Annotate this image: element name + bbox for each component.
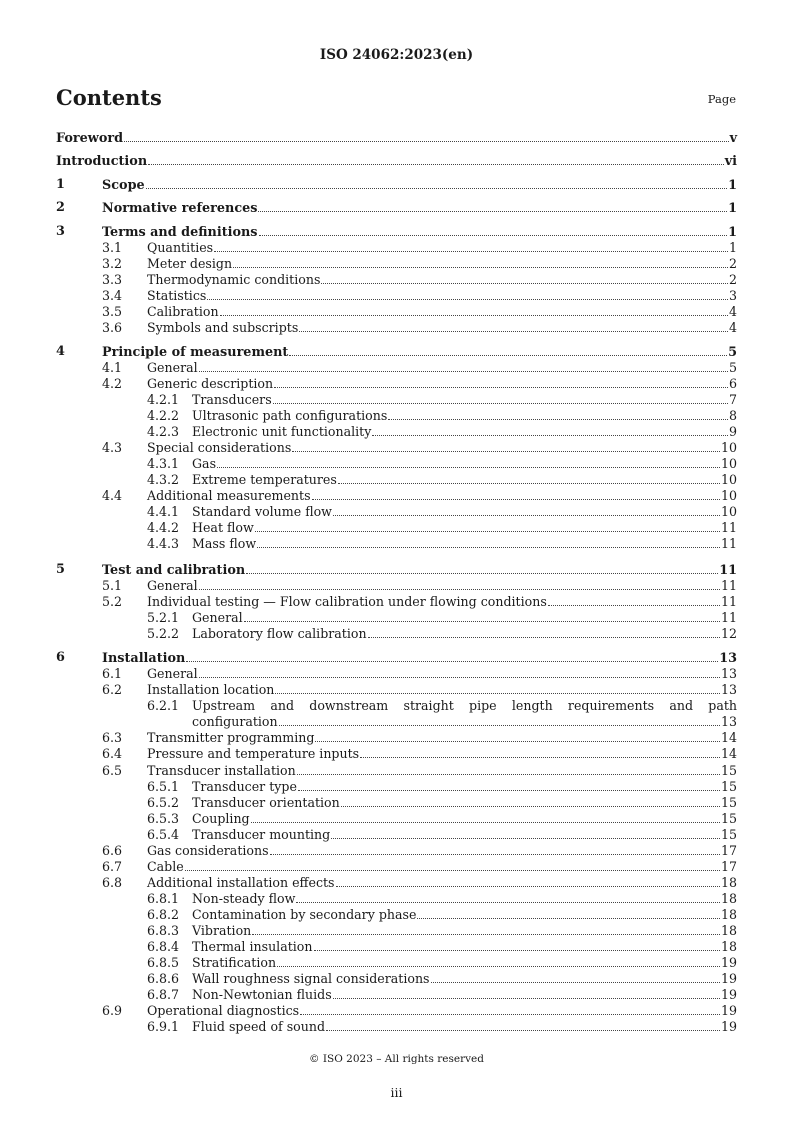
toc-entry-number: 6.8.3	[147, 923, 180, 938]
toc-entry-title: Additional measurements	[147, 488, 311, 503]
toc-entry-number: 6.8.6	[147, 971, 180, 986]
toc-entry-title: Mass flow	[192, 536, 257, 551]
toc-entry-page: 10	[720, 472, 737, 487]
toc-entry-number: 4.2.1	[147, 392, 180, 407]
toc-entry-title: Additional installation effects	[147, 875, 335, 890]
toc-entry[interactable]	[0, 488, 793, 504]
toc-entry-title: Operational diagnostics	[147, 1003, 300, 1018]
leader-dots	[289, 344, 727, 356]
toc-entry[interactable]	[0, 859, 793, 875]
toc-entry-title: Normative references	[102, 201, 258, 216]
toc-entry-number: 6.2.1	[147, 698, 180, 713]
toc-entry-number: 6.2	[102, 682, 123, 697]
toc-entry[interactable]	[0, 408, 793, 424]
toc-entry-title: Electronic unit functionality	[192, 424, 372, 439]
document-header: ISO 24062:2023(en)	[319, 47, 474, 63]
leader-dots	[217, 456, 720, 468]
toc-entry-number: 1	[56, 177, 65, 192]
leader-dots	[214, 240, 728, 252]
toc-entry-number: 3.3	[102, 272, 123, 287]
toc-entry-page: 2	[728, 256, 737, 271]
toc-entry-title: General	[147, 666, 198, 681]
toc-entry-title: Calibration	[147, 304, 219, 319]
leader-dots	[275, 682, 720, 694]
toc-entry-title: Introduction	[56, 154, 148, 169]
toc-entry-title: Heat flow	[192, 520, 254, 535]
leader-dots	[270, 843, 720, 855]
toc-entry[interactable]	[0, 594, 793, 610]
leader-dots	[185, 859, 720, 871]
toc-entry-title: Gas considerations	[147, 843, 269, 858]
toc-entry[interactable]	[0, 907, 793, 923]
leader-dots	[274, 376, 728, 388]
toc-entry[interactable]	[0, 272, 793, 288]
toc-entry[interactable]	[0, 153, 793, 169]
toc-entry-number: 6.9	[102, 1003, 123, 1018]
toc-entry-number: 4.2.3	[147, 424, 180, 439]
toc-entry-number: 4.3	[102, 440, 123, 455]
toc-entry-title: Gas	[192, 456, 217, 471]
toc-entry[interactable]	[0, 440, 793, 456]
toc-entry-page: 1	[728, 225, 737, 240]
toc-entry[interactable]	[0, 392, 793, 408]
toc-entry-number: 3	[56, 224, 65, 239]
toc-entry[interactable]	[0, 1019, 793, 1035]
toc-entry-number: 6.1	[102, 666, 123, 681]
toc-entry-page: 17	[720, 859, 737, 874]
toc-entry-page: 11	[720, 578, 737, 593]
page-column-label: Page	[707, 92, 736, 106]
toc-entry[interactable]	[0, 578, 793, 594]
toc-entry-number: 5.2.2	[147, 626, 180, 641]
toc-entry-number: 6.5.1	[147, 779, 180, 794]
toc-entry-title: Wall roughness signal considerations	[192, 971, 430, 986]
toc-entry[interactable]	[0, 320, 793, 336]
toc-entry-page: 15	[720, 811, 737, 826]
toc-entry-page: 14	[720, 730, 737, 745]
toc-entry-title: Cable	[147, 859, 184, 874]
toc-entry-page: 18	[720, 939, 737, 954]
leader-dots	[336, 875, 720, 887]
leader-dots	[299, 320, 728, 332]
leader-dots	[292, 440, 720, 452]
toc-entry-title: Stratification	[192, 955, 277, 970]
leader-dots	[341, 795, 720, 807]
leader-dots	[360, 746, 720, 758]
leader-dots	[338, 472, 720, 484]
toc-entry-number: 4.2.2	[147, 408, 180, 423]
toc-entry[interactable]	[0, 795, 793, 811]
leader-dots	[372, 424, 728, 436]
toc-entry-number: 6.5.4	[147, 827, 180, 842]
toc-entry[interactable]	[0, 811, 793, 827]
toc-entry-number: 4.1	[102, 360, 123, 375]
toc-entry-title: Vibration	[192, 923, 252, 938]
toc-entry-page: 13	[720, 666, 737, 681]
toc-entry-page: 10	[720, 488, 737, 503]
leader-dots	[199, 578, 720, 590]
toc-entry-title: Quantities	[147, 240, 214, 255]
toc-entry[interactable]	[0, 536, 793, 552]
toc-entry[interactable]	[0, 955, 793, 971]
toc-entry-number: 3.1	[102, 240, 123, 255]
leader-dots	[259, 224, 728, 236]
toc-entry[interactable]	[0, 875, 793, 891]
toc-entry[interactable]	[0, 730, 793, 746]
toc-entry-number: 4.4.2	[147, 520, 180, 535]
toc-entry[interactable]	[0, 344, 793, 360]
toc-entry-title: Transmitter programming	[147, 730, 315, 745]
toc-entry-number: 6.7	[102, 859, 123, 874]
toc-entry-page: 15	[720, 795, 737, 810]
copyright-notice: © ISO 2023 – All rights reserved	[309, 1053, 484, 1065]
toc-entry-page: 9	[728, 424, 737, 439]
toc-entry[interactable]	[0, 923, 793, 939]
toc-entry[interactable]	[0, 224, 793, 240]
leader-dots	[431, 971, 720, 983]
leader-dots	[252, 923, 720, 935]
toc-entry[interactable]	[0, 939, 793, 955]
toc-entry-title: Laboratory flow calibration	[192, 626, 367, 641]
toc-entry[interactable]	[0, 891, 793, 907]
leader-dots	[244, 610, 720, 622]
toc-entry-page: 10	[720, 456, 737, 471]
toc-entry-page: v	[729, 131, 737, 146]
toc-entry-page: 15	[720, 827, 737, 842]
leader-dots	[312, 488, 720, 500]
toc-entry-page: vi	[724, 154, 737, 169]
toc-entry-title: Non-steady flow	[192, 891, 296, 906]
toc-entry[interactable]	[0, 987, 793, 1003]
leader-dots	[220, 304, 728, 316]
toc-entry-title: Coupling	[192, 811, 250, 826]
toc-entry-page: 18	[720, 907, 737, 922]
toc-entry-page: 8	[728, 408, 737, 423]
toc-entry-page: 17	[720, 843, 737, 858]
toc-entry-page: 19	[720, 987, 737, 1002]
toc-entry-title: Installation	[102, 651, 186, 666]
toc-entry[interactable]	[0, 682, 793, 698]
leader-dots	[207, 288, 728, 300]
toc-entry[interactable]	[0, 971, 793, 987]
leader-dots	[321, 272, 728, 284]
toc-entry-title: Symbols and subscripts	[147, 320, 299, 335]
toc-entry-title-continued: configuration	[192, 714, 278, 729]
toc-entry-number: 5.2	[102, 594, 123, 609]
leader-dots	[273, 392, 728, 404]
toc-entry-number: 3.5	[102, 304, 123, 319]
toc-entry-title: Fluid speed of sound	[192, 1019, 326, 1034]
toc-entry[interactable]	[0, 610, 793, 626]
toc-entry[interactable]	[0, 666, 793, 682]
toc-entry-page: 14	[720, 746, 737, 761]
toc-entry-number: 5	[56, 562, 65, 577]
toc-entry-number: 5.1	[102, 578, 123, 593]
toc-entry-title: Non-Newtonian fluids	[192, 987, 332, 1002]
toc-entry-title: Scope	[102, 178, 145, 193]
leader-dots	[146, 177, 727, 189]
toc-entry-number: 6.8.1	[147, 891, 180, 906]
toc-entry-title: Meter design	[147, 256, 233, 271]
toc-entry-number: 6.4	[102, 746, 123, 761]
toc-entry-page: 11	[720, 594, 737, 609]
toc-entry-number: 6.5	[102, 763, 123, 778]
leader-dots	[297, 763, 720, 775]
toc-entry[interactable]	[0, 376, 793, 392]
toc-entry-number: 6.3	[102, 730, 123, 745]
toc-entry-title: Transducers	[192, 392, 272, 407]
leader-dots	[258, 200, 727, 212]
toc-entry[interactable]	[0, 746, 793, 762]
toc-entry-page: 4	[728, 304, 737, 319]
toc-entry[interactable]	[0, 472, 793, 488]
toc-entry-title: Thermodynamic conditions	[147, 272, 321, 287]
toc-entry-continuation[interactable]	[0, 714, 793, 730]
toc-entry-page: 19	[720, 1019, 737, 1034]
toc-entry[interactable]	[0, 240, 793, 256]
toc-entry-title: Standard volume flow	[192, 504, 332, 519]
toc-entry-page: 13	[719, 651, 737, 666]
toc-entry[interactable]	[0, 304, 793, 320]
toc-entry-number: 6.5.3	[147, 811, 180, 826]
toc-entry-number: 3.6	[102, 320, 123, 335]
toc-entry-page: 1	[728, 178, 737, 193]
toc-entry-number: 3.2	[102, 256, 123, 271]
toc-entry[interactable]	[0, 562, 793, 578]
toc-entry-title: Special considerations	[147, 440, 292, 455]
toc-entry-title: Principle of measurement	[102, 345, 289, 360]
toc-entry-title: General	[147, 578, 198, 593]
toc-entry-title: Transducer type	[192, 779, 297, 794]
leader-dots	[148, 153, 724, 165]
leader-dots	[298, 779, 720, 791]
toc-entry-title: Terms and definitions	[102, 225, 258, 240]
toc-entry[interactable]	[0, 177, 793, 193]
toc-entry-page: 13	[720, 682, 737, 697]
toc-entry-title: Contamination by secondary phase	[192, 907, 417, 922]
toc-entry-page: 2	[728, 272, 737, 287]
leader-dots	[124, 130, 729, 142]
leader-dots	[246, 562, 718, 574]
leader-dots	[368, 626, 720, 638]
leader-dots	[326, 1019, 720, 1031]
toc-entry[interactable]	[0, 256, 793, 272]
toc-entry[interactable]	[0, 698, 793, 714]
toc-entry-page: 18	[720, 923, 737, 938]
toc-entry[interactable]	[0, 424, 793, 440]
toc-entry-page: 11	[719, 563, 737, 578]
toc-entry-number: 3.4	[102, 288, 123, 303]
toc-entry-page: 18	[720, 875, 737, 890]
toc-entry-page: 4	[728, 320, 737, 335]
toc-entry-page: 11	[720, 520, 737, 535]
toc-entry-page: 15	[720, 779, 737, 794]
toc-entry-number: 4.3.2	[147, 472, 180, 487]
toc-entry-title: Upstream and downstream straight pipe length requirements and path	[192, 698, 737, 713]
toc-entry-title: Extreme temperatures	[192, 472, 337, 487]
toc-entry-page: 3	[728, 288, 737, 303]
toc-entry-page: 7	[728, 392, 737, 407]
toc-entry-number: 4	[56, 344, 65, 359]
toc-entry-title: Test and calibration	[102, 563, 246, 578]
leader-dots	[186, 650, 718, 662]
toc-entry[interactable]	[0, 360, 793, 376]
leader-dots	[233, 256, 728, 268]
toc-entry-number: 4.3.1	[147, 456, 180, 471]
toc-entry-page: 10	[720, 440, 737, 455]
toc-entry[interactable]	[0, 504, 793, 520]
toc-entry-page: 10	[720, 504, 737, 519]
toc-entry-number: 4.4.1	[147, 504, 180, 519]
toc-entry-title: Foreword	[56, 131, 124, 146]
toc-entry-page: 12	[720, 626, 737, 641]
toc-entry[interactable]	[0, 843, 793, 859]
toc-entry-title: General	[192, 610, 243, 625]
toc-entry-title: Generic description	[147, 376, 274, 391]
leader-dots	[257, 536, 720, 548]
toc-entry-page: 6	[728, 376, 737, 391]
leader-dots	[279, 714, 720, 726]
toc-entry[interactable]	[0, 520, 793, 536]
toc-entry[interactable]	[0, 626, 793, 642]
toc-entry-page: 19	[720, 971, 737, 986]
toc-entry[interactable]	[0, 779, 793, 795]
leader-dots	[548, 594, 720, 606]
toc-entry-title: Pressure and temperature inputs	[147, 746, 360, 761]
toc-entry-title: Transducer orientation	[192, 795, 340, 810]
leader-dots	[300, 1003, 720, 1015]
leader-dots	[315, 730, 720, 742]
toc-entry-number: 6.8.5	[147, 955, 180, 970]
toc-entry[interactable]	[0, 456, 793, 472]
toc-entry-title: General	[147, 360, 198, 375]
toc-entry-number: 6.9.1	[147, 1019, 180, 1034]
toc-entry-page: 19	[720, 955, 737, 970]
toc-entry-title: Transducer mounting	[192, 827, 331, 842]
toc-entry[interactable]	[0, 200, 793, 216]
toc-entry-title: Installation location	[147, 682, 275, 697]
toc-entry-page: 11	[720, 610, 737, 625]
toc-entry[interactable]	[0, 650, 793, 666]
toc-entry-title: Transducer installation	[147, 763, 296, 778]
page-number: iii	[390, 1085, 403, 1100]
toc-entry-number: 6.8.4	[147, 939, 180, 954]
toc-entry-title: Ultrasonic path configurations	[192, 408, 388, 423]
leader-dots	[199, 360, 728, 372]
toc-entry-number: 4.2	[102, 376, 123, 391]
toc-entry-number: 6.8	[102, 875, 123, 890]
toc-entry-number: 6	[56, 650, 65, 665]
leader-dots	[251, 811, 720, 823]
toc-entry[interactable]	[0, 1003, 793, 1019]
toc-entry-title: Individual testing — Flow calibration under flowing conditions	[147, 594, 547, 609]
leader-dots	[296, 891, 720, 903]
toc-entry[interactable]	[0, 130, 793, 146]
leader-dots	[333, 987, 720, 999]
toc-entry-page: 11	[720, 536, 737, 551]
toc-entry-page: 5	[728, 360, 737, 375]
toc-entry-title: Thermal insulation	[192, 939, 313, 954]
leader-dots	[417, 907, 720, 919]
toc-entry-number: 5.2.1	[147, 610, 180, 625]
toc-entry-number: 6.8.7	[147, 987, 180, 1002]
toc-entry-page: 19	[720, 1003, 737, 1018]
toc-entry[interactable]	[0, 827, 793, 843]
toc-entry-page: 15	[720, 763, 737, 778]
leader-dots	[388, 408, 728, 420]
toc-entry-page: 5	[728, 345, 737, 360]
leader-dots	[199, 666, 720, 678]
toc-entry-page: 18	[720, 891, 737, 906]
leader-dots	[277, 955, 720, 967]
toc-entry-number: 4.4	[102, 488, 123, 503]
toc-entry[interactable]	[0, 763, 793, 779]
toc-entry-number: 2	[56, 200, 65, 215]
toc-entry-number: 6.5.2	[147, 795, 180, 810]
leader-dots	[331, 827, 720, 839]
leader-dots	[255, 520, 720, 532]
leader-dots	[333, 504, 720, 516]
toc-entry-page: 13	[720, 714, 737, 729]
toc-entry-page: 1	[728, 201, 737, 216]
toc-entry-page: 1	[728, 240, 737, 255]
toc-entry-title: Statistics	[147, 288, 207, 303]
toc-entry-number: 4.4.3	[147, 536, 180, 551]
page-title: Contents	[56, 85, 162, 110]
toc-entry-number: 6.6	[102, 843, 123, 858]
toc-entry-number: 6.8.2	[147, 907, 180, 922]
toc-entry[interactable]	[0, 288, 793, 304]
leader-dots	[314, 939, 720, 951]
